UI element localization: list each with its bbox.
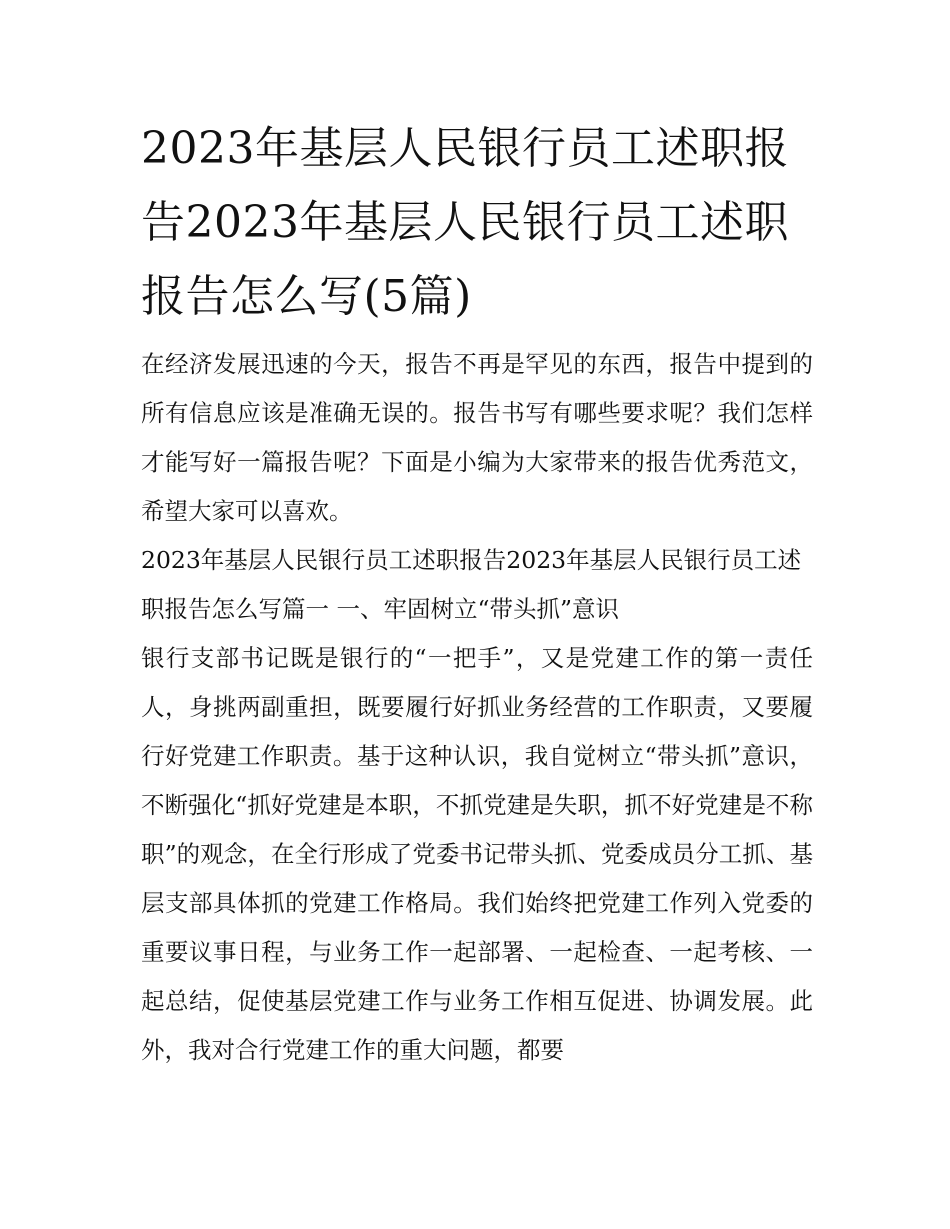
intro-paragraph: 在经济发展迅速的今天，报告不再是罕见的东西，报告中提到的所有信息应该是准确无误的。报告书写有哪些要求呢？我们怎样才能写好一篇报告呢？下面是小编为大家带来的报告优秀范文，希望大家可以喜欢。 xyxy=(141,350,813,525)
document-page xyxy=(141,112,813,1075)
section-heading: 2023年基层人民银行员工述职报告2023年基层人民银行员工述职报告怎么写篇一 一、牢固树立“带头抓”意识 xyxy=(141,546,802,623)
document-title: 2023年基层人民银行员工述职报告2023年基层人民银行员工述职报告怎么写(5篇) xyxy=(141,123,789,322)
body-paragraph: 银行支部书记既是银行的“一把手”，又是党建工作的第一责任人，身挑两副重担，既要履行好抓业务经营的工作职责，又要履行好党建工作职责。基于这种认识，我自觉树立“带头抓”意识，不断强化“抓好党建是本职，不抓党建是失职，抓不好党建是不称职”的观念，在全行形成了党委书记带头抓、党委成员分工抓、基层支部具体抓的党建工作格局。我们始终把党建工作列入党委的重要议事日程，与业务工作一起部署、一起检查、一起考核、一起总结，促使基层党建工作与业务工作相互促进、协调发展。此外，我对合行党建工作的重大问题，都要 xyxy=(141,644,813,1064)
